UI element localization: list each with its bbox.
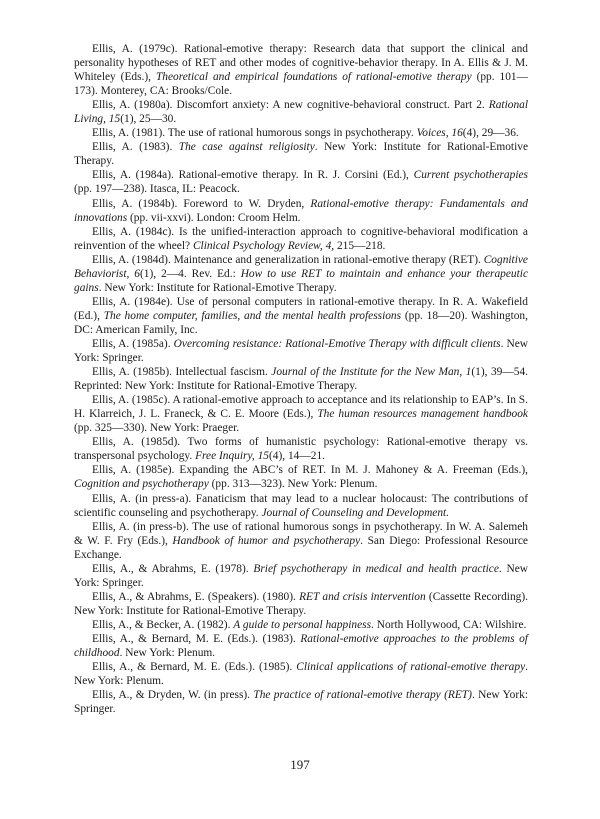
reference-text: Ellis, A. (1983).: [92, 141, 179, 154]
reference-entry: [74, 295, 528, 337]
reference-title-italic: Free Inquiry, 15: [195, 450, 269, 463]
reference-text: Ellis, A. (1985a).: [92, 337, 174, 350]
reference-title-italic: RET and crisis intervention: [299, 590, 426, 603]
reference-entry: [74, 562, 528, 590]
reference-text: Ellis, A. (in press-b). The use of rational humorous songs in psychotherapy. In W. A. Salemeh & W. F. Fry (Eds.),: [74, 520, 528, 547]
reference-title-italic: Overcoming resistance: Rational-Emotive Therapy with difficult clients: [173, 337, 501, 350]
reference-entry: [74, 660, 528, 688]
reference-entry: [74, 337, 528, 365]
reference-title-italic: Clinical applications of rational-emotive therapy: [296, 661, 526, 674]
reference-entry: [74, 253, 528, 295]
reference-entry: [74, 197, 528, 225]
reference-entry: [74, 225, 528, 253]
reference-entry: [74, 463, 528, 491]
reference-entry: [74, 365, 528, 393]
reference-entry: [74, 618, 528, 632]
reference-text: Ellis, A. (1984a). Rational-emotive therapy. In R. J. Corsini (Ed.),: [92, 169, 414, 182]
reference-text: (pp. 197—238). Itasca, IL: Peacock.: [74, 183, 240, 196]
reference-entry: [74, 42, 528, 98]
reference-text: Ellis, A., & Abrahms, E. (1978).: [92, 562, 254, 575]
reference-text: . New York: Plenum.: [119, 647, 216, 660]
reference-text: Ellis, A., & Dryden, W. (in press).: [92, 689, 254, 702]
reference-entry: [74, 168, 528, 196]
reference-title-italic: Journal of Counseling and Development.: [261, 506, 450, 519]
reference-title-italic: The practice of rational-emotive therapy (RET): [253, 689, 472, 702]
reference-title-italic: How to use RET to maintain and enhance your therapeutic gains: [74, 267, 529, 294]
reference-entry: [74, 590, 528, 618]
reference-title-italic: Current psychotherapies: [413, 169, 528, 182]
reference-text: Ellis, A., & Abrahms, E. (Speakers). (1980).: [92, 590, 300, 603]
reference-list: [74, 42, 528, 716]
reference-title-italic: Rational-emotive therapy: Fundamentals and innovations: [74, 197, 528, 224]
reference-title-italic: Theoretical and empirical foundations of rational-emotive therapy: [155, 71, 472, 84]
reference-entry: [74, 393, 528, 435]
reference-text: (4), 14—21.: [268, 450, 325, 463]
reference-text: Ellis, A., & Bernard, M. E. (Eds.). (1985).: [92, 661, 297, 674]
reference-entry: [74, 98, 528, 126]
reference-entry: [74, 126, 528, 140]
reference-entry: [74, 140, 528, 168]
reference-text: Ellis, A. (1985c). A rational-emotive approach to acceptance and its relationship to EAP’s. In S. H. Klarreich, J. L. Franeck, & C. E. Moore (Eds.),: [74, 394, 528, 421]
reference-text: . New York: Plenum.: [74, 661, 528, 688]
reference-title-italic: Cognitive Behaviorist, 6: [74, 253, 528, 280]
reference-title-italic: Rational Living, 15: [74, 99, 528, 126]
reference-text: (1), 25—30.: [120, 113, 177, 126]
reference-entry: [74, 688, 528, 716]
reference-title-italic: Clinical Psychology Review, 4,: [192, 239, 335, 252]
reference-title-italic: Voices, 16: [416, 127, 463, 140]
reference-text: (1), 39—54. Reprinted: New York: Institute for Rational-Emotive Therapy.: [74, 366, 528, 393]
reference-text: . New York: Springer.: [74, 337, 529, 365]
reference-text: Ellis, A. (1979c). Rational-emotive therapy: Research data that support the clinical and personality hypotheses of RET and other modes of cognitive-behavior therapy. In A. Ellis & J. M. Whiteley (Eds.),: [74, 43, 528, 84]
reference-text: . North Hollywood, CA: Wilshire.: [371, 618, 527, 631]
reference-text: . New York: Institute for Rational-Emotive Therapy.: [74, 141, 528, 168]
reference-entry: [74, 632, 528, 660]
reference-title-italic: The home computer, families, and the mental health professions: [103, 309, 402, 322]
reference-title-italic: Cognition and psychotherapy: [74, 478, 209, 491]
reference-entry: [74, 492, 528, 520]
reference-text: . New York: Institute for Rational-Emotive Therapy.: [98, 281, 337, 294]
reference-title-italic: The human resources management handbook: [317, 408, 528, 421]
reference-text: . New York: Springer.: [74, 689, 528, 716]
reference-text: Ellis, A. (in press-a). Fanaticism that may lead to a nuclear holocaust: The contributions of scientific counseling and psychotherapy.: [74, 492, 528, 519]
reference-text: Ellis, A. (1984d). Maintenance and generalization in rational-emotive therapy (RET).: [92, 253, 484, 266]
reference-text: (4), 29—36.: [462, 127, 519, 140]
reference-text: Ellis, A. (1981). The use of rational humorous songs in psychotherapy.: [92, 127, 417, 140]
reference-title-italic: The case against religiosity: [178, 141, 315, 154]
reference-text: Ellis, A. (1985b). Intellectual fascism.: [92, 366, 272, 379]
reference-text: (Cassette Recording). New York: Institute for Rational-Emotive Therapy.: [74, 590, 528, 617]
reference-title-italic: Journal of the Institute for the New Man, 1: [271, 366, 472, 379]
reference-text: Ellis, A. (1980a). Discomfort anxiety: A new cognitive-behavioral construct. Part 2.: [92, 99, 489, 112]
reference-text: Ellis, A. (1985e). Expanding the ABC’s of RET. In M. J. Mahoney & A. Freeman (Eds.),: [92, 464, 528, 477]
reference-text: (pp. 313—323). New York: Plenum.: [208, 478, 378, 491]
reference-text: Ellis, A., & Becker, A. (1982).: [92, 618, 234, 631]
reference-text: Ellis, A., & Bernard, M. E. (Eds.). (1983).: [92, 632, 301, 645]
reference-text: (pp. 18—20). Washington, DC: American Family, Inc.: [74, 309, 528, 336]
reference-title-italic: Brief psychotherapy in medical and health practice: [253, 562, 499, 575]
reference-entry: [74, 520, 528, 562]
reference-text: (pp. 101—173). Monterey, CA: Brooks/Cole.: [74, 71, 528, 98]
reference-title-italic: Rational-emotive approaches to the problems of childhood: [74, 632, 528, 660]
reference-title-italic: Handbook of humor and psychotherapy: [172, 534, 361, 547]
reference-text: Ellis, A. (1984c). Is the unified-interaction approach to cognitive-behavioral modification a reinvention of the wheel?: [74, 225, 528, 252]
page-number: 197: [290, 757, 310, 772]
reference-text: (pp. vii-xxvi). London: Croom Helm.: [127, 211, 301, 224]
reference-text: Ellis, A. (1984e). Use of personal computers in rational-emotive therapy. In R. A. Wakefield (Ed.),: [74, 295, 528, 322]
reference-text: Ellis, A. (1984b). Foreword to W. Dryden,: [92, 197, 311, 210]
reference-text: 215—218.: [334, 239, 386, 252]
reference-entry: [74, 435, 528, 463]
reference-text: . San Diego: Professional Resource Exchange.: [74, 534, 528, 561]
reference-text: Ellis, A. (1985d). Two forms of humanistic psychology: Rational-emotive therapy vs. transpersonal psychology.: [74, 436, 528, 463]
reference-title-italic: A guide to personal happiness: [233, 618, 372, 631]
reference-text: . New York: Springer.: [74, 562, 528, 589]
reference-text: (pp. 325—330). New York: Praeger.: [74, 422, 240, 435]
reference-text: (1), 2—4. Rev. Ed.:: [140, 267, 241, 280]
